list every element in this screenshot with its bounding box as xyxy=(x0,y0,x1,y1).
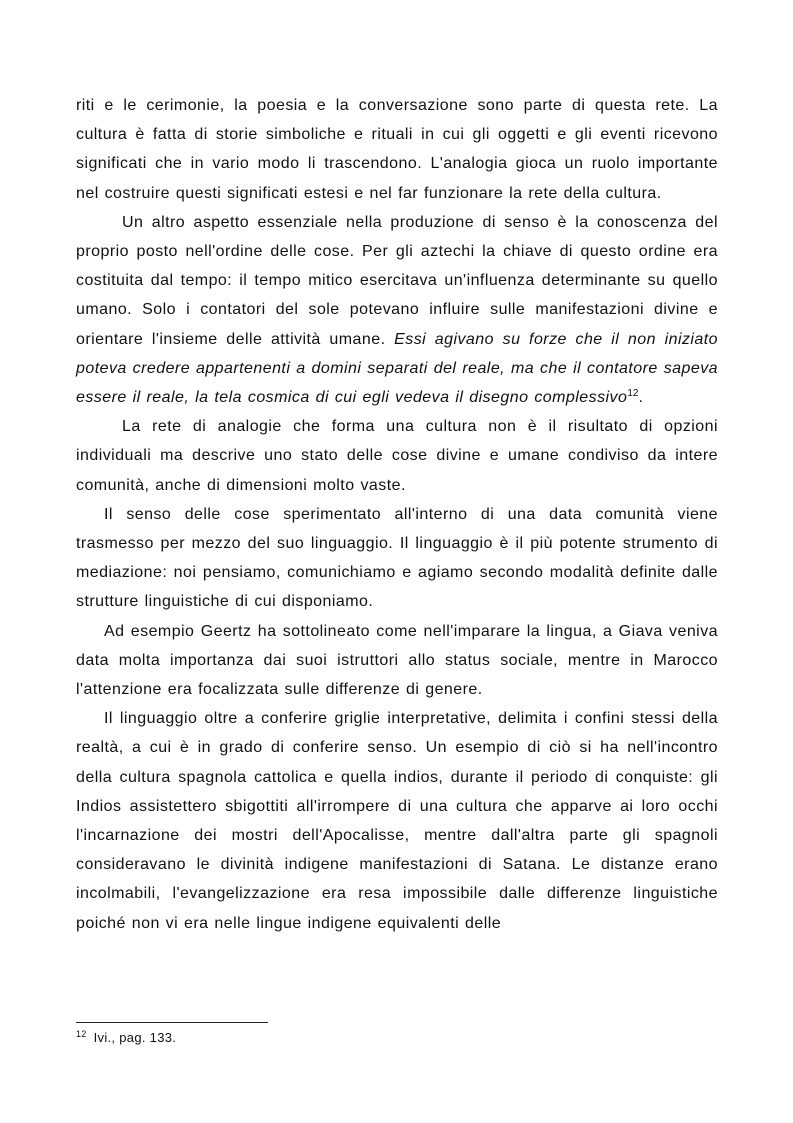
paragraph-language-mediation: Il senso delle cose sperimentato all'interno di una data comunità viene trasmesso per mezzo del suo linguaggio. Il linguaggio è il più potente strumento di mediazione: noi pensiamo, comunichiamo e agiamo secondo modalità definite dalle strutture linguistiche di cui disponiamo. xyxy=(76,505,718,611)
paragraph-geertz-example: Ad esempio Geertz ha sottolineato come nell'imparare la lingua, a Giava veniva data molta importanza dai suoi istruttori allo status sociale, mentre in Marocco l'attenzione era focalizzata sulle differenze di genere. xyxy=(76,622,718,699)
aztec-time-text: Un altro aspetto essenziale nella produzione di senso è la conoscenza del proprio posto nell'ordine delle cose. Per gli aztechi la chiave di questo ordine era costituita dal tempo: il tempo mitico esercitava un'influenza determinante su quello umano. Solo i contatori del sole potevano influire sulle manifestazioni divine e orientare l'insieme delle attività umane. xyxy=(76,213,718,348)
footnote-number: 12 xyxy=(76,1029,87,1039)
aztec-time-period: . xyxy=(638,389,644,407)
aztec-time-quote: Essi agivano su forze che il non iniziato poteva credere appartenenti a domini separati del reale, ma che il contatore sapeva essere il reale, la tela cosmica di cui egli vedeva il disegno complessivo xyxy=(76,330,718,407)
paragraph-language-boundaries: Il linguaggio oltre a conferire griglie interpretative, delimita i confini stessi della realtà, a cui è in grado di conferire senso. Un esempio di ciò si ha nell'incontro della cultura spagnola cattolica e quella indios, durante il periodo di conquiste: gli Indios assistettero sbigottiti all'irrompere di una cultura che apparve ai loro occhi l'incarnazione dei mostri dell'Apocalisse, mentre dall'altra parte gli spagnoli consideravano le divinità indigene manifestazioni di Satana. Le distanze erano incolmabili, l'evangelizzazione era resa impossibile dalle differenze linguistiche poiché non vi era nelle lingue indigene equivalenti delle xyxy=(76,710,718,932)
paragraph-analogy-network: La rete di analogie che forma una cultura non è il risultato di opzioni individuali ma descrive uno stato delle cose divine e umane condiviso da intere comunità, anche di dimensioni molto vaste. xyxy=(76,418,718,494)
paragraph-culture-rituals: riti e le cerimonie, la poesia e la conversazione sono parte di questa rete. La cultura è fatta di storie simboliche e rituali in cui gli oggetti e gli eventi ricevono significati che in vario modo li trascendono. L'analogia gioca un ruolo importante nel costruire questi significati estesi e nel far funzionare la rete della cultura. xyxy=(76,97,718,202)
footnote-reference: 12 xyxy=(627,388,639,400)
paragraph-aztec-time xyxy=(76,208,718,412)
footnote xyxy=(76,1030,176,1046)
footnote-text: Ivi., pag. 133. xyxy=(93,1030,177,1045)
body-text xyxy=(76,91,718,938)
footnote-divider xyxy=(76,1022,268,1023)
